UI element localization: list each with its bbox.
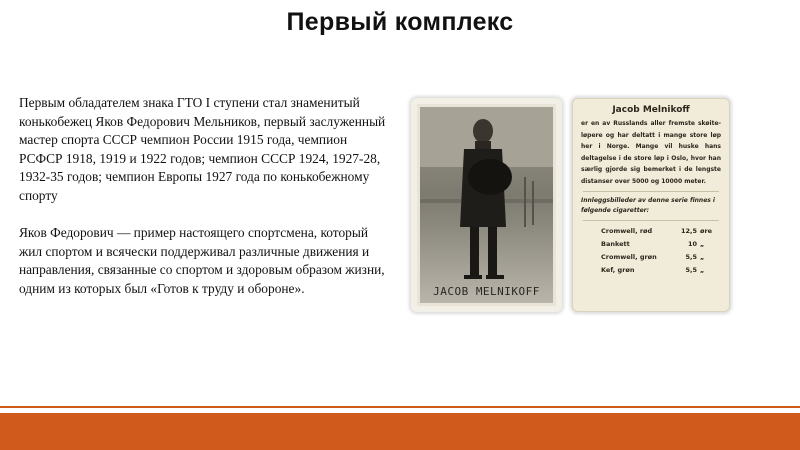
photo-card	[411, 98, 562, 312]
price-row: Kef, grøn 5,5 „	[601, 266, 705, 274]
slide-title: Первый комплекс	[286, 8, 514, 36]
divider	[583, 191, 719, 192]
paragraph-example: Яков Федорович — пример настоящего спортсмена, который жил спортом и всячески поддерживал различные движения и направления, связанные со спортом и здоровым образом жизни, одним из которых был «Готов к труду и обороне».	[19, 225, 385, 296]
price-row: Bankett 10 „	[601, 240, 705, 248]
photo-caption: JACOB MELNIKOFF	[433, 285, 540, 298]
price-row: Cromwell, rød 12,5 øre	[601, 227, 713, 235]
footer-rule	[0, 406, 800, 408]
divider	[583, 220, 719, 221]
card-back	[572, 98, 730, 312]
paragraph-biography: Первым обладателем знака ГТО I ступени стал знаменитый конькобежец Яков Федорович Мельников, первый заслуженный мастер спорта СССР чемпион России 1915 года, чемпион РСФСР 1918, 1919 и 1922 годов; чемпион СССР 1924, 1927-28, 1932-35 годов; чемпион Европы 1927 года по конькобежному спорту	[19, 95, 386, 203]
card-back-title: Jacob Melnikoff	[612, 105, 690, 115]
footer-bar	[0, 413, 800, 450]
body-text	[19, 94, 389, 299]
skater-figure	[420, 107, 553, 303]
card-back-subtitle: Innleggsbilleder av denne serie finnes i følgende cigaretter:	[581, 197, 715, 214]
card-back-text: er en av Russlands aller fremste skøite-løpere og har deltatt i mange store løp her i Norge. Mange vil huske hans deltagelse i de store løp i Oslo, hvor han særlig gjorde sig bemerket i de lengste distanser over 5000 og 10000 meter.	[581, 120, 721, 185]
price-row: Cromwell, grøn 5,5 „	[601, 253, 705, 261]
skater-photo	[420, 107, 553, 303]
